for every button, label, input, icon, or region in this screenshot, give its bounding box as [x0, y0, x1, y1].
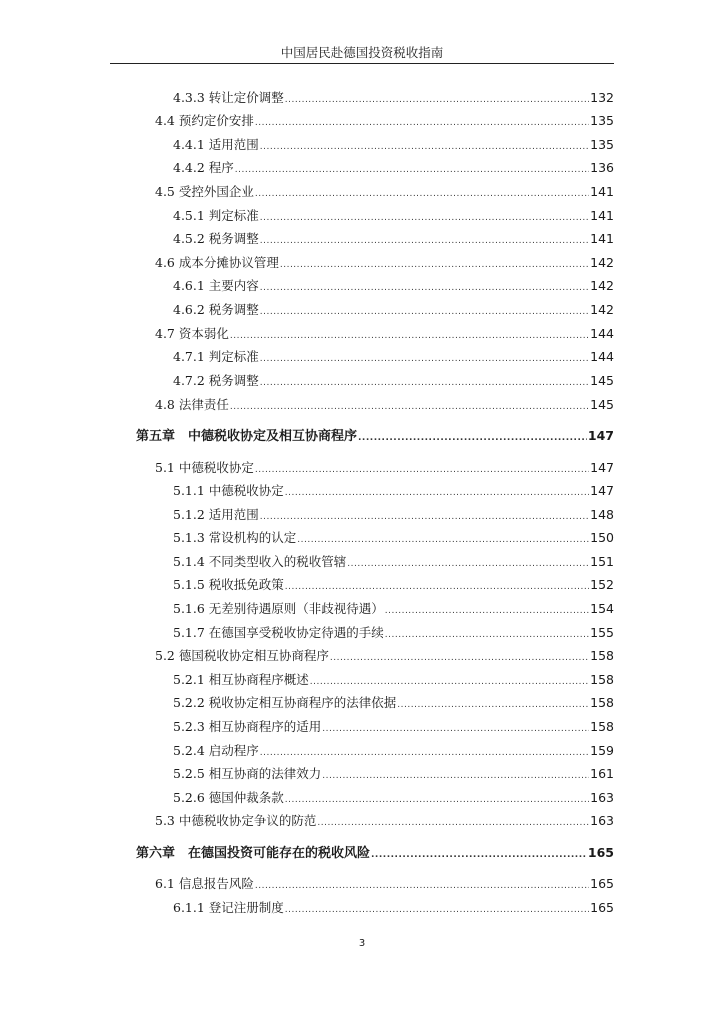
- toc-entry-title: 5.1.5 税收抵免政策: [173, 577, 284, 592]
- toc-leader-dots: [285, 579, 589, 596]
- toc-entry-page: 141: [590, 231, 614, 246]
- toc-leader-dots: [385, 627, 589, 644]
- toc-entry-page: 136: [590, 160, 614, 175]
- toc-entry[interactable]: [173, 899, 614, 919]
- toc-leader-dots: [255, 186, 589, 203]
- toc-chapter-title: 第六章 在德国投资可能存在的税收风险: [136, 846, 371, 861]
- toc-entry-page: 158: [590, 719, 614, 734]
- toc-entry-page: 161: [590, 766, 614, 781]
- toc-leader-dots: [260, 375, 589, 392]
- toc-entry[interactable]: [173, 624, 614, 644]
- toc-entry-title: 4.6.2 税务调整: [173, 302, 259, 317]
- toc-leader-dots: [255, 462, 589, 479]
- toc-entry-title: 4.5.1 判定标准: [173, 208, 259, 223]
- toc-entry-page: 144: [590, 349, 614, 364]
- toc-entry[interactable]: [173, 277, 614, 297]
- toc-entry[interactable]: [173, 136, 614, 156]
- toc-entry-title: 4.3.3 转让定价调整: [173, 90, 284, 105]
- toc-entry-page: 158: [590, 648, 614, 663]
- toc-leader-dots: [280, 257, 589, 274]
- toc-entry-page: 142: [590, 278, 614, 293]
- toc-leader-dots: [330, 650, 589, 667]
- toc-leader-dots: [310, 674, 589, 691]
- toc-entry-page: 152: [590, 577, 614, 592]
- toc-entry-title: 4.6.1 主要内容: [173, 278, 259, 293]
- toc-entry[interactable]: [173, 576, 614, 596]
- toc-entry-page: 148: [590, 507, 614, 522]
- toc-entry[interactable]: [173, 553, 614, 573]
- toc-entry-page: 163: [590, 790, 614, 805]
- toc-leader-dots: [260, 139, 589, 156]
- toc-chapter-entry[interactable]: [136, 844, 614, 864]
- toc-entry-title: 4.7.2 税务调整: [173, 373, 259, 388]
- toc-entry[interactable]: [173, 742, 614, 762]
- toc-entry[interactable]: [173, 529, 614, 549]
- toc-leader-dots: [397, 697, 589, 714]
- toc-entry-page: 155: [590, 625, 614, 640]
- toc-entry[interactable]: [155, 183, 614, 203]
- running-header: 中国居民赴德国投资税收指南: [280, 45, 444, 60]
- toc-entry-page: 147: [590, 460, 614, 475]
- toc-leader-dots: [385, 603, 589, 620]
- toc-entry[interactable]: [173, 482, 614, 502]
- toc-entry-page: 151: [590, 554, 614, 569]
- toc-leader-dots: [255, 878, 589, 895]
- toc-entry-title: 5.2.3 相互协商程序的适用: [173, 719, 322, 734]
- toc-entry-title: 5.2.2 税收协定相互协商程序的法律依据: [173, 695, 397, 710]
- toc-entry-page: 154: [590, 601, 614, 616]
- toc-entry[interactable]: [155, 254, 614, 274]
- toc-entry[interactable]: [173, 159, 614, 179]
- toc-entry-page: 163: [590, 813, 614, 828]
- toc-entry[interactable]: [173, 301, 614, 321]
- toc-entry-title: 4.4.2 程序: [173, 160, 234, 175]
- toc-entry[interactable]: [155, 325, 614, 345]
- toc-entry-title: 4.6 成本分摊协议管理: [155, 255, 279, 270]
- toc-entry-page: 165: [590, 900, 614, 915]
- toc-entry-page: 142: [590, 255, 614, 270]
- toc-leader-dots: [260, 280, 589, 297]
- toc-leader-dots: [285, 792, 589, 809]
- toc-leader-dots: [347, 556, 589, 573]
- toc-leader-dots: [285, 902, 589, 919]
- toc-leader-dots: [230, 328, 589, 345]
- toc-entry-page: 135: [590, 137, 614, 152]
- toc-chapter-title: 第五章 中德税收协定及相互协商程序: [136, 429, 358, 444]
- toc-entry-title: 5.1.1 中德税收协定: [173, 483, 284, 498]
- toc-entry[interactable]: [173, 671, 614, 691]
- toc-entry[interactable]: [173, 765, 614, 785]
- toc-entry-page: 147: [590, 483, 614, 498]
- toc-entry-page: 145: [590, 397, 614, 412]
- toc-entry-title: 5.1.3 常设机构的认定: [173, 530, 297, 545]
- toc-entry[interactable]: [173, 789, 614, 809]
- toc-entry-title: 5.2.5 相互协商的法律效力: [173, 766, 322, 781]
- toc-entry[interactable]: [173, 348, 614, 368]
- toc-leader-dots: [260, 351, 589, 368]
- toc-leader-dots: [322, 768, 589, 785]
- toc-leader-dots: [260, 233, 589, 250]
- toc-entry-page: 132: [590, 90, 614, 105]
- toc-entry-title: 5.2 德国税收协定相互协商程序: [155, 648, 329, 663]
- toc-leader-dots: [358, 430, 587, 447]
- toc-entry-title: 5.1 中德税收协定: [155, 460, 254, 475]
- toc-leader-dots: [235, 162, 589, 179]
- toc-entry[interactable]: [173, 230, 614, 250]
- toc-leader-dots: [260, 745, 589, 762]
- toc-entry-page: 135: [590, 113, 614, 128]
- toc-entry-title: 5.1.2 适用范围: [173, 507, 259, 522]
- toc-leader-dots: [371, 847, 587, 864]
- toc-leader-dots: [285, 92, 589, 109]
- toc-entry-title: 5.1.4 不同类型收入的税收管辖: [173, 554, 347, 569]
- toc-entry[interactable]: [155, 459, 614, 479]
- toc-chapter-entry[interactable]: [136, 427, 614, 447]
- toc-entry-page: 141: [590, 184, 614, 199]
- page-number: 3: [358, 938, 366, 949]
- toc-entry[interactable]: [155, 875, 614, 895]
- toc-entry[interactable]: [173, 372, 614, 392]
- toc-entry-title: 4.7 资本弱化: [155, 326, 229, 341]
- toc-entry-page: 159: [590, 743, 614, 758]
- toc-entry[interactable]: [173, 89, 614, 109]
- toc-entry-page: 165: [590, 876, 614, 891]
- toc-leader-dots: [317, 815, 589, 832]
- toc-entry-page: 145: [590, 373, 614, 388]
- toc-leader-dots: [260, 304, 589, 321]
- toc-leader-dots: [260, 210, 589, 227]
- toc-entry[interactable]: [155, 647, 614, 667]
- toc-entry-title: 6.1.1 登记注册制度: [173, 900, 284, 915]
- toc-entry[interactable]: [173, 506, 614, 526]
- toc-entry-page: 141: [590, 208, 614, 223]
- toc-entry-title: 6.1 信息报告风险: [155, 876, 254, 891]
- toc-entry-page: 147: [587, 428, 614, 443]
- toc-leader-dots: [322, 721, 589, 738]
- toc-entry[interactable]: [173, 718, 614, 738]
- toc-entry-title: 5.3 中德税收协定争议的防范: [155, 813, 317, 828]
- toc-entry-title: 5.2.6 德国仲裁条款: [173, 790, 284, 805]
- toc-entry[interactable]: [173, 207, 614, 227]
- toc-entry[interactable]: [173, 694, 614, 714]
- toc-entry-page: 144: [590, 326, 614, 341]
- toc-entry-title: 4.8 法律责任: [155, 397, 229, 412]
- toc-entry-title: 4.7.1 判定标准: [173, 349, 259, 364]
- toc-entry[interactable]: [155, 112, 614, 132]
- toc-entry-title: 4.5.2 税务调整: [173, 231, 259, 246]
- toc-entry-title: 5.1.6 无差别待遇原则（非歧视待遇）: [173, 601, 384, 616]
- toc-entry-page: 142: [590, 302, 614, 317]
- toc-entry-page: 158: [590, 672, 614, 687]
- toc-entry-title: 4.4 预约定价安排: [155, 113, 254, 128]
- toc-entry[interactable]: [173, 600, 614, 620]
- toc-entry-title: 5.2.1 相互协商程序概述: [173, 672, 309, 687]
- toc-entry[interactable]: [155, 812, 614, 832]
- toc-leader-dots: [285, 485, 589, 502]
- toc-leader-dots: [230, 399, 589, 416]
- toc-leader-dots: [255, 115, 589, 132]
- toc-entry-page: 165: [587, 845, 614, 860]
- toc-entry-page: 150: [590, 530, 614, 545]
- toc-entry-title: 4.5 受控外国企业: [155, 184, 254, 199]
- toc-entry-title: 5.2.4 启动程序: [173, 743, 259, 758]
- toc-leader-dots: [297, 532, 589, 549]
- toc-entry[interactable]: [155, 396, 614, 416]
- toc-leader-dots: [260, 509, 589, 526]
- toc-entry-title: 5.1.7 在德国享受税收协定待遇的手续: [173, 625, 384, 640]
- toc-entry-title: 4.4.1 适用范围: [173, 137, 259, 152]
- toc-entry-page: 158: [590, 695, 614, 710]
